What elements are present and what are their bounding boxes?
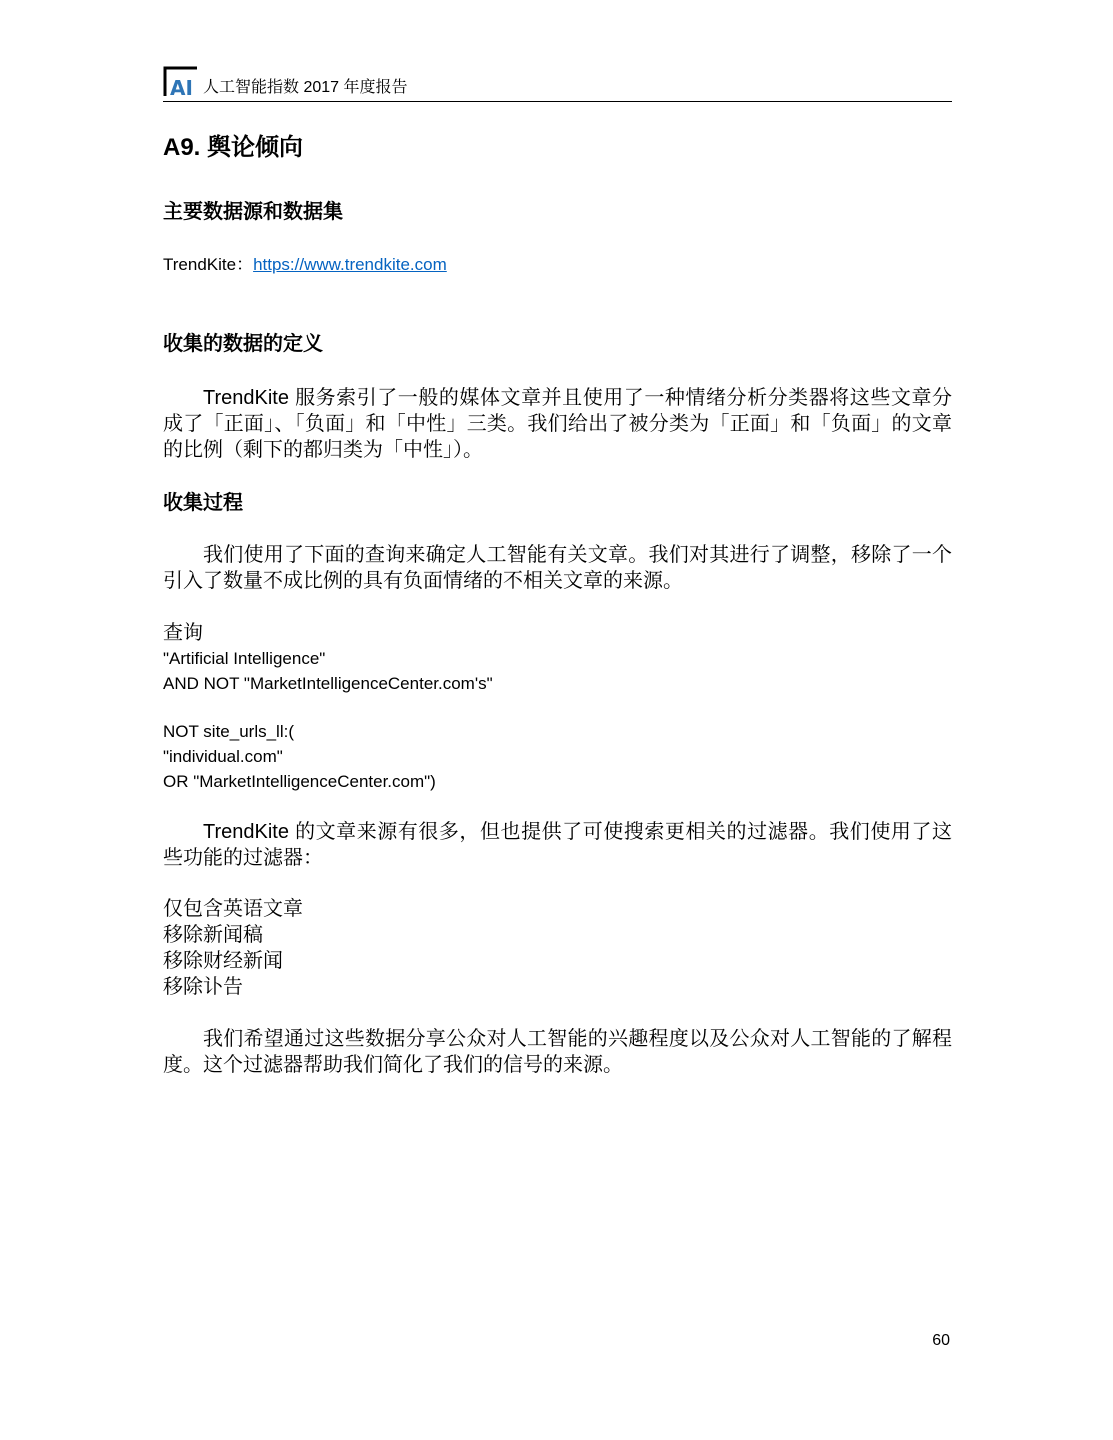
sources-heading: 主要数据源和数据集 <box>163 201 343 223</box>
filter-item: 移除讣告 <box>163 976 243 998</box>
page-number: 60 <box>932 1332 950 1349</box>
logo-text: AI <box>170 76 193 98</box>
trendkite-link[interactable]: https://www.trendkite.com <box>253 255 447 274</box>
definition-heading: 收集的数据的定义 <box>163 333 323 355</box>
filter-item: 移除新闻稿 <box>163 924 263 946</box>
process-paragraph-3: 我们希望通过这些数据分享公众对人工智能的兴趣程度以及公众对人工智能的了解程度。这个过滤器帮助我们简化了我们的信号的来源。 <box>163 1028 952 1076</box>
section-title: A9. 舆论倾向 <box>163 134 304 161</box>
report-title: 人工智能指数 2017 年度报告 <box>203 79 408 96</box>
query-line: "Artificial Intelligence" <box>163 649 326 668</box>
source-label: TrendKite： <box>163 255 254 274</box>
query-block <box>163 620 952 696</box>
process-heading: 收集过程 <box>163 492 243 514</box>
process-paragraph-2: TrendKite 的文章来源有很多，但也提供了可使搜索更相关的过滤器。我们使用了这些功能的过滤器： <box>163 821 952 869</box>
filter-item: 移除财经新闻 <box>163 950 283 972</box>
filter-list <box>163 896 952 1000</box>
query-label: 查询 <box>163 622 203 644</box>
ai-index-logo <box>163 66 199 98</box>
filter-item: 仅包含英语文章 <box>163 898 303 920</box>
source-entry <box>163 252 447 278</box>
process-paragraph-1: 我们使用了下面的查询来确定人工智能有关文章。我们对其进行了调整，移除了一个引入了数量不成比例的具有负面情绪的不相关文章的来源。 <box>163 544 952 592</box>
header-divider <box>163 101 952 102</box>
exclusion-block <box>163 719 952 794</box>
exclusion-line: NOT site_urls_ll:( <box>163 722 294 741</box>
definition-paragraph: TrendKite 服务索引了一般的媒体文章并且使用了一种情绪分析分类器将这些文章分成了「正面」、「负面」和「中性」三类。我们给出了被分类为「正面」和「负面」的文章的比例（剩下的都归类为「中性」）。 <box>163 387 952 461</box>
query-line: AND NOT "MarketIntelligenceCenter.com's" <box>163 674 493 693</box>
exclusion-line: OR "MarketIntelligenceCenter.com") <box>163 772 436 791</box>
exclusion-line: "individual.com" <box>163 747 283 766</box>
